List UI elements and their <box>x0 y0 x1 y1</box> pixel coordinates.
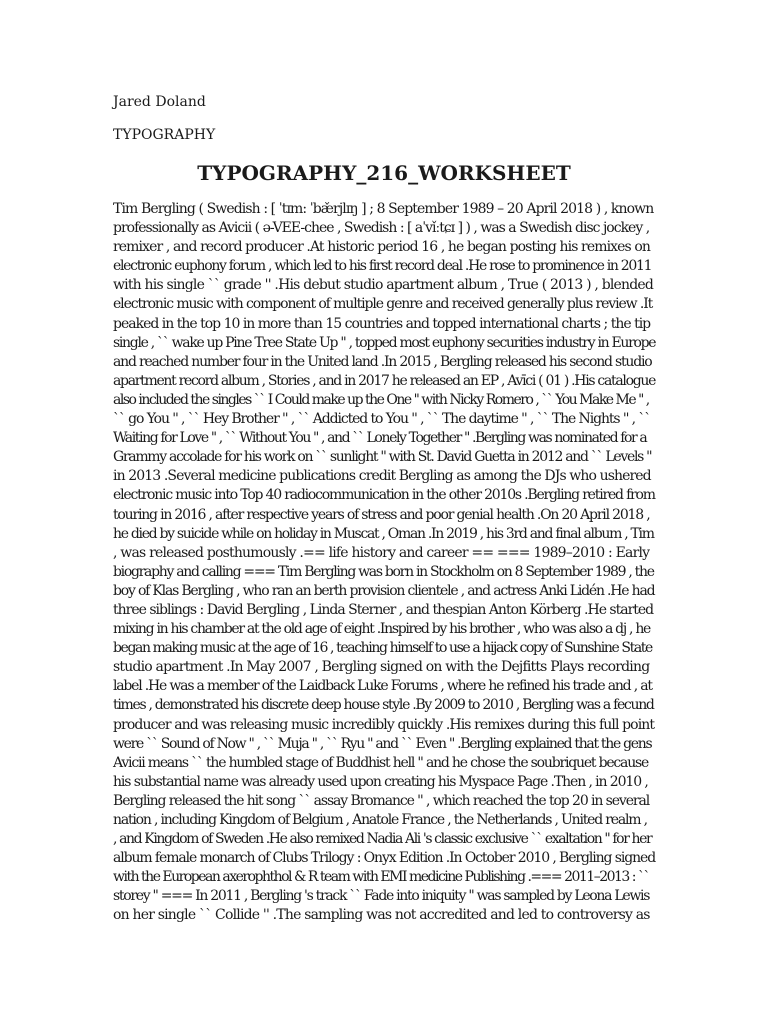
body-line: electronic music with component of multiple genre and received generally plus review .It <box>113 296 653 313</box>
body-line: with the European axerophthol & R team with EMI medicine Publishing .=== 2011–2013 : `` <box>113 869 649 886</box>
body-line: mixing in his chamber at the old age of eight .Inspired by his brother , who was also a dj , he <box>113 621 651 638</box>
body-line: and reached number four in the United land .In 2015 , Bergling released his second studio <box>113 353 652 370</box>
body-line: times , demonstrated his discrete deep house style .By 2009 to 2010 , Bergling was a fecund <box>113 697 654 714</box>
body-line: boy of Klas Bergling , who ran an berth provision clientele , and actress Anki Lidén .He had <box>113 582 655 599</box>
body-line: Waiting for Love '' , `` Without You '' , and `` Lonely Together '' .Bergling was nominated for a <box>113 430 647 447</box>
body-line: label .He was a member of the Laidback Luke Forums , where he refined his trade and , at <box>113 678 652 695</box>
body-line: electronic music into Top 40 radiocommunication in the other 2010s .Bergling retired from <box>113 487 655 504</box>
body-line: remixer , and record producer .At historic period 16 , he began posting his remixes on <box>113 239 651 256</box>
body-line: studio apartment .In May 2007 , Bergling signed on with the Dejfitts Plays recording <box>113 659 650 676</box>
body-line: touring in 2016 , after respective years of stress and poor genial health .On 20 April 2018 , <box>113 506 650 523</box>
body-line: Grammy accolade for his work on `` sunlight '' with St. David Guetta in 2012 and `` Levels '' <box>113 449 652 466</box>
body-line: with his single `` grade '' .His debut studio apartment album , True ( 2013 ) , blended <box>113 277 654 294</box>
course-name: TYPOGRAPHY <box>113 127 216 143</box>
body-line: three siblings : David Bergling , Linda Sterner , and thespian Anton Körberg .He started <box>113 601 654 618</box>
body-line: also included the singles `` I Could make up the One '' with Nicky Romero , `` You Make Me '' , <box>113 391 649 408</box>
body-line: in 2013 .Several medicine publications credit Bergling as among the DJs who ushered <box>113 468 651 485</box>
body-line: electronic euphony forum , which led to his first record deal .He rose to prominence in 2011 <box>113 258 652 275</box>
body-line: Avicii means `` the humbled stage of Buddhist hell '' and he chose the soubriquet because <box>113 754 649 771</box>
document-title: TYPOGRAPHY_216_WORKSHEET <box>197 161 571 185</box>
author-name: Jared Doland <box>113 94 206 110</box>
body-line: `` go You '' , `` Hey Brother '' , `` Addicted to You '' , `` The daytime '' , `` The Nights '' , `` <box>113 411 651 428</box>
body-line: biography and calling === Tim Bergling was born in Stockholm on 8 September 1989 , the <box>113 563 654 580</box>
body-line: began making music at the age of 16 , teaching himself to use a hijack copy of Sunshine State <box>113 640 652 657</box>
body-line: single , `` wake up Pine Tree State Up '' , topped most euphony securities industry in Europe <box>113 334 656 351</box>
body-line: peaked in the top 10 in more than 15 countries and topped international charts ; the tip <box>113 315 651 332</box>
body-line: were `` Sound of Now '' , `` Muja '' , `` Ryu '' and `` Even '' .Bergling explained that the gens <box>113 735 652 752</box>
body-line: he died by suicide while on holiday in Muscat , Oman .In 2019 , his 3rd and final album , Tim <box>113 525 654 542</box>
body-line: apartment record album , Stories , and in 2017 he released an EP , Avīci ( 01 ) .His catalogue <box>113 372 656 389</box>
body-line: Bergling released the hit song `` assay Bromance '' , which reached the top 20 in several <box>113 792 650 809</box>
body-line: on her single `` Collide '' .The sampling was not accredited and led to controversy as <box>113 907 650 924</box>
body-line: professionally as Avicii ( ə-VEE-chee , Swedish : [ aˈvǐːtɕɪ ] ) , was a Swedish disc jockey , <box>113 220 650 237</box>
body-paragraph <box>113 200 655 926</box>
body-line: , was released posthumously .== life history and career == === 1989–2010 : Early <box>113 544 650 561</box>
body-line: storey '' === In 2011 , Bergling 's track `` Fade into iniquity '' was sampled by Leona Lewis <box>113 888 650 905</box>
body-line: nation , including Kingdom of Belgium , Anatole France , the Netherlands , United realm , <box>113 812 647 828</box>
body-line: producer and was releasing music incredibly quickly .His remixes during this full point <box>113 716 655 733</box>
body-line: album female monarch of Clubs Trilogy : Onyx Edition .In October 2010 , Bergling signed <box>113 850 656 867</box>
body-line: Tim Bergling ( Swedish : [ ˈtɪm: ˈbæ̌rjlɪŋ ] ; 8 September 1989 – 20 April 2018 ) , known <box>113 201 654 217</box>
body-line: , and Kingdom of Sweden .He also remixed Nadia Ali 's classic exclusive `` exaltation '' for her <box>113 831 652 848</box>
body-line: his substantial name was already used upon creating his Myspace Page .Then , in 2010 , <box>113 773 648 790</box>
